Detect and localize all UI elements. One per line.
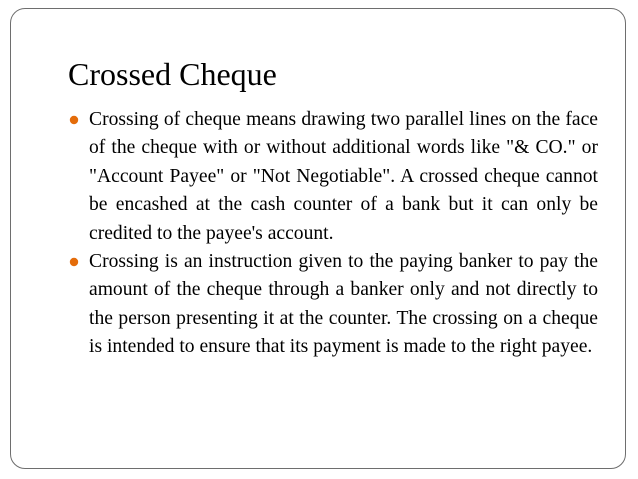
circle-bullet-icon (69, 106, 81, 134)
bullet-item (68, 248, 598, 362)
circle-bullet-icon (69, 248, 81, 276)
bullet-list (68, 106, 598, 362)
bullet-text: Crossing of cheque means drawing two parallel lines on the face of the cheque with or without additional words like "& CO." or "Account Payee" or "Not Negotiable". A crossed cheque cannot be encashed at the cash counter of a bank but it can only be credited to the payee's account. (89, 109, 598, 244)
bullet-item (68, 106, 598, 248)
slide-title: Crossed Cheque (68, 56, 277, 92)
bullet-text: Crossing is an instruction given to the paying banker to pay the amount of the cheque through a banker only and not directly to the person presenting it at the counter. The crossing on a cheque is intended to ensure that its payment is made to the right payee. (89, 251, 598, 358)
